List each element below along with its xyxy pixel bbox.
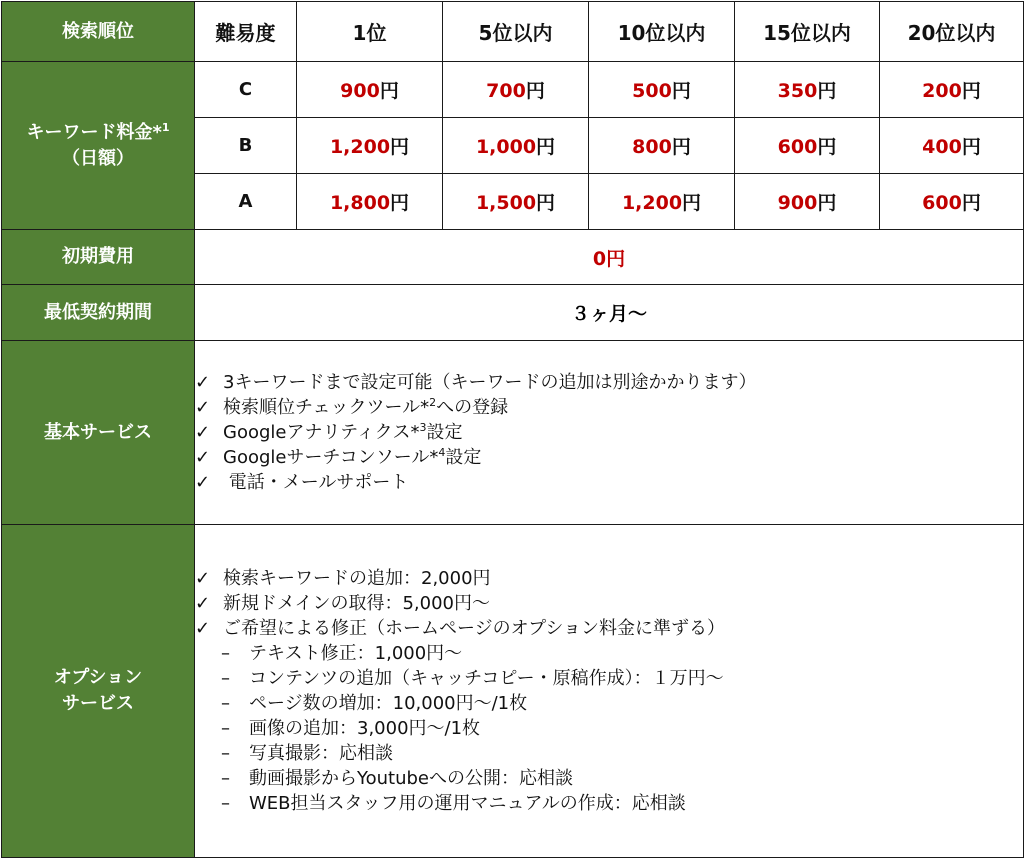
option-service-row: [2, 525, 1024, 858]
price-cell: 700円: [443, 62, 589, 118]
keyword-fee-label-main: キーワード料金*$^1$: [26, 120, 170, 143]
dash-icon: –: [221, 668, 230, 689]
difficulty-value: B: [195, 118, 297, 174]
check-icon: ✓: [195, 472, 211, 493]
initial-cost-row: [2, 230, 1024, 285]
price-cell: 600円: [880, 174, 1024, 230]
check-icon: ✓: [195, 397, 211, 418]
sub-list-item: – コンテンツの追加（キャッチコピー・原稿作成）：１万円〜: [221, 668, 724, 689]
price-cell: 1,800円: [297, 174, 443, 230]
difficulty-header: 難易度: [195, 2, 297, 62]
list-item: ✓ 3キーワードまで設定可能（キーワードの追加は別途かかります）: [195, 372, 757, 393]
sub-list-item: – WEB担当スタッフ用の運用マニュアルの作成：応相談: [221, 793, 686, 814]
sub-list-item: – ページ数の増加：10,000円〜/1枚: [221, 693, 528, 714]
list-item: ✓ Googleサーチコンソール*$^4$設定: [195, 446, 482, 468]
price-cell: 1,000円: [443, 118, 589, 174]
sub-list-item: – テキスト修正：1,000円〜: [221, 643, 463, 664]
list-item: ✓ 検索順位チェックツール*$^2$への登録: [195, 396, 509, 418]
basic-service-label: 基本サービス: [2, 341, 195, 525]
price-cell: 200円: [880, 62, 1024, 118]
min-contract-row: [2, 285, 1024, 341]
option-service-label: オプション サービス: [2, 525, 195, 858]
min-contract-value: ３ヶ月〜: [195, 285, 1024, 341]
price-cell: 1,200円: [589, 174, 735, 230]
price-cell: 1,500円: [443, 174, 589, 230]
rank-column-header: 20位以内: [880, 2, 1024, 62]
keyword-fee-label-sub: （日額）: [62, 147, 134, 169]
rank-column-header: 15位以内: [735, 2, 880, 62]
sub-list-item: – 写真撮影：応相談: [221, 743, 393, 764]
header-row: [2, 2, 1024, 62]
check-icon: ✓: [195, 618, 211, 639]
rank-column-header: 1位: [297, 2, 443, 62]
sub-list-item: – 動画撮影からYoutubeへの公開：応相談: [221, 768, 573, 789]
rank-column-header: 5位以内: [443, 2, 589, 62]
check-icon: ✓: [195, 447, 211, 468]
check-icon: ✓: [195, 568, 211, 589]
dash-icon: –: [221, 768, 230, 789]
difficulty-value: C: [195, 62, 297, 118]
initial-cost-label: 初期費用: [2, 230, 195, 285]
difficulty-value: A: [195, 174, 297, 230]
rank-header: 検索順位: [2, 2, 195, 62]
list-item: ✓ 電話・メールサポート: [195, 472, 409, 493]
price-row-c: [2, 62, 1024, 118]
dash-icon: –: [221, 793, 230, 814]
price-cell: 900円: [297, 62, 443, 118]
dash-icon: –: [221, 743, 230, 764]
price-cell: 800円: [589, 118, 735, 174]
pricing-table: [1, 1, 1024, 858]
check-icon: ✓: [195, 422, 211, 443]
basic-service-list: [195, 341, 1024, 525]
list-item: ✓ ご希望による修正（ホームページのオプション料金に準ずる）: [195, 618, 726, 639]
sub-list-item: – 画像の追加：3,000円〜/1枚: [221, 718, 481, 739]
basic-service-row: [2, 341, 1024, 525]
list-item: ✓ 新規ドメインの取得：5,000円〜: [195, 593, 490, 614]
option-service-list: [195, 525, 1024, 858]
check-icon: ✓: [195, 593, 211, 614]
price-cell: 400円: [880, 118, 1024, 174]
price-cell: 600円: [735, 118, 880, 174]
list-item: ✓ Googleアナリティクス*$^3$設定: [195, 421, 463, 443]
initial-cost-value: 0円: [195, 230, 1024, 285]
price-cell: 350円: [735, 62, 880, 118]
price-cell: 900円: [735, 174, 880, 230]
dash-icon: –: [221, 718, 230, 739]
rank-column-header: 10位以内: [589, 2, 735, 62]
price-cell: 1,200円: [297, 118, 443, 174]
list-item: ✓ 検索キーワードの追加：2,000円: [195, 568, 491, 589]
dash-icon: –: [221, 693, 230, 714]
check-icon: ✓: [195, 372, 211, 393]
price-cell: 500円: [589, 62, 735, 118]
min-contract-label: 最低契約期間: [2, 285, 195, 341]
keyword-fee-label: [2, 62, 195, 230]
dash-icon: –: [221, 643, 230, 664]
